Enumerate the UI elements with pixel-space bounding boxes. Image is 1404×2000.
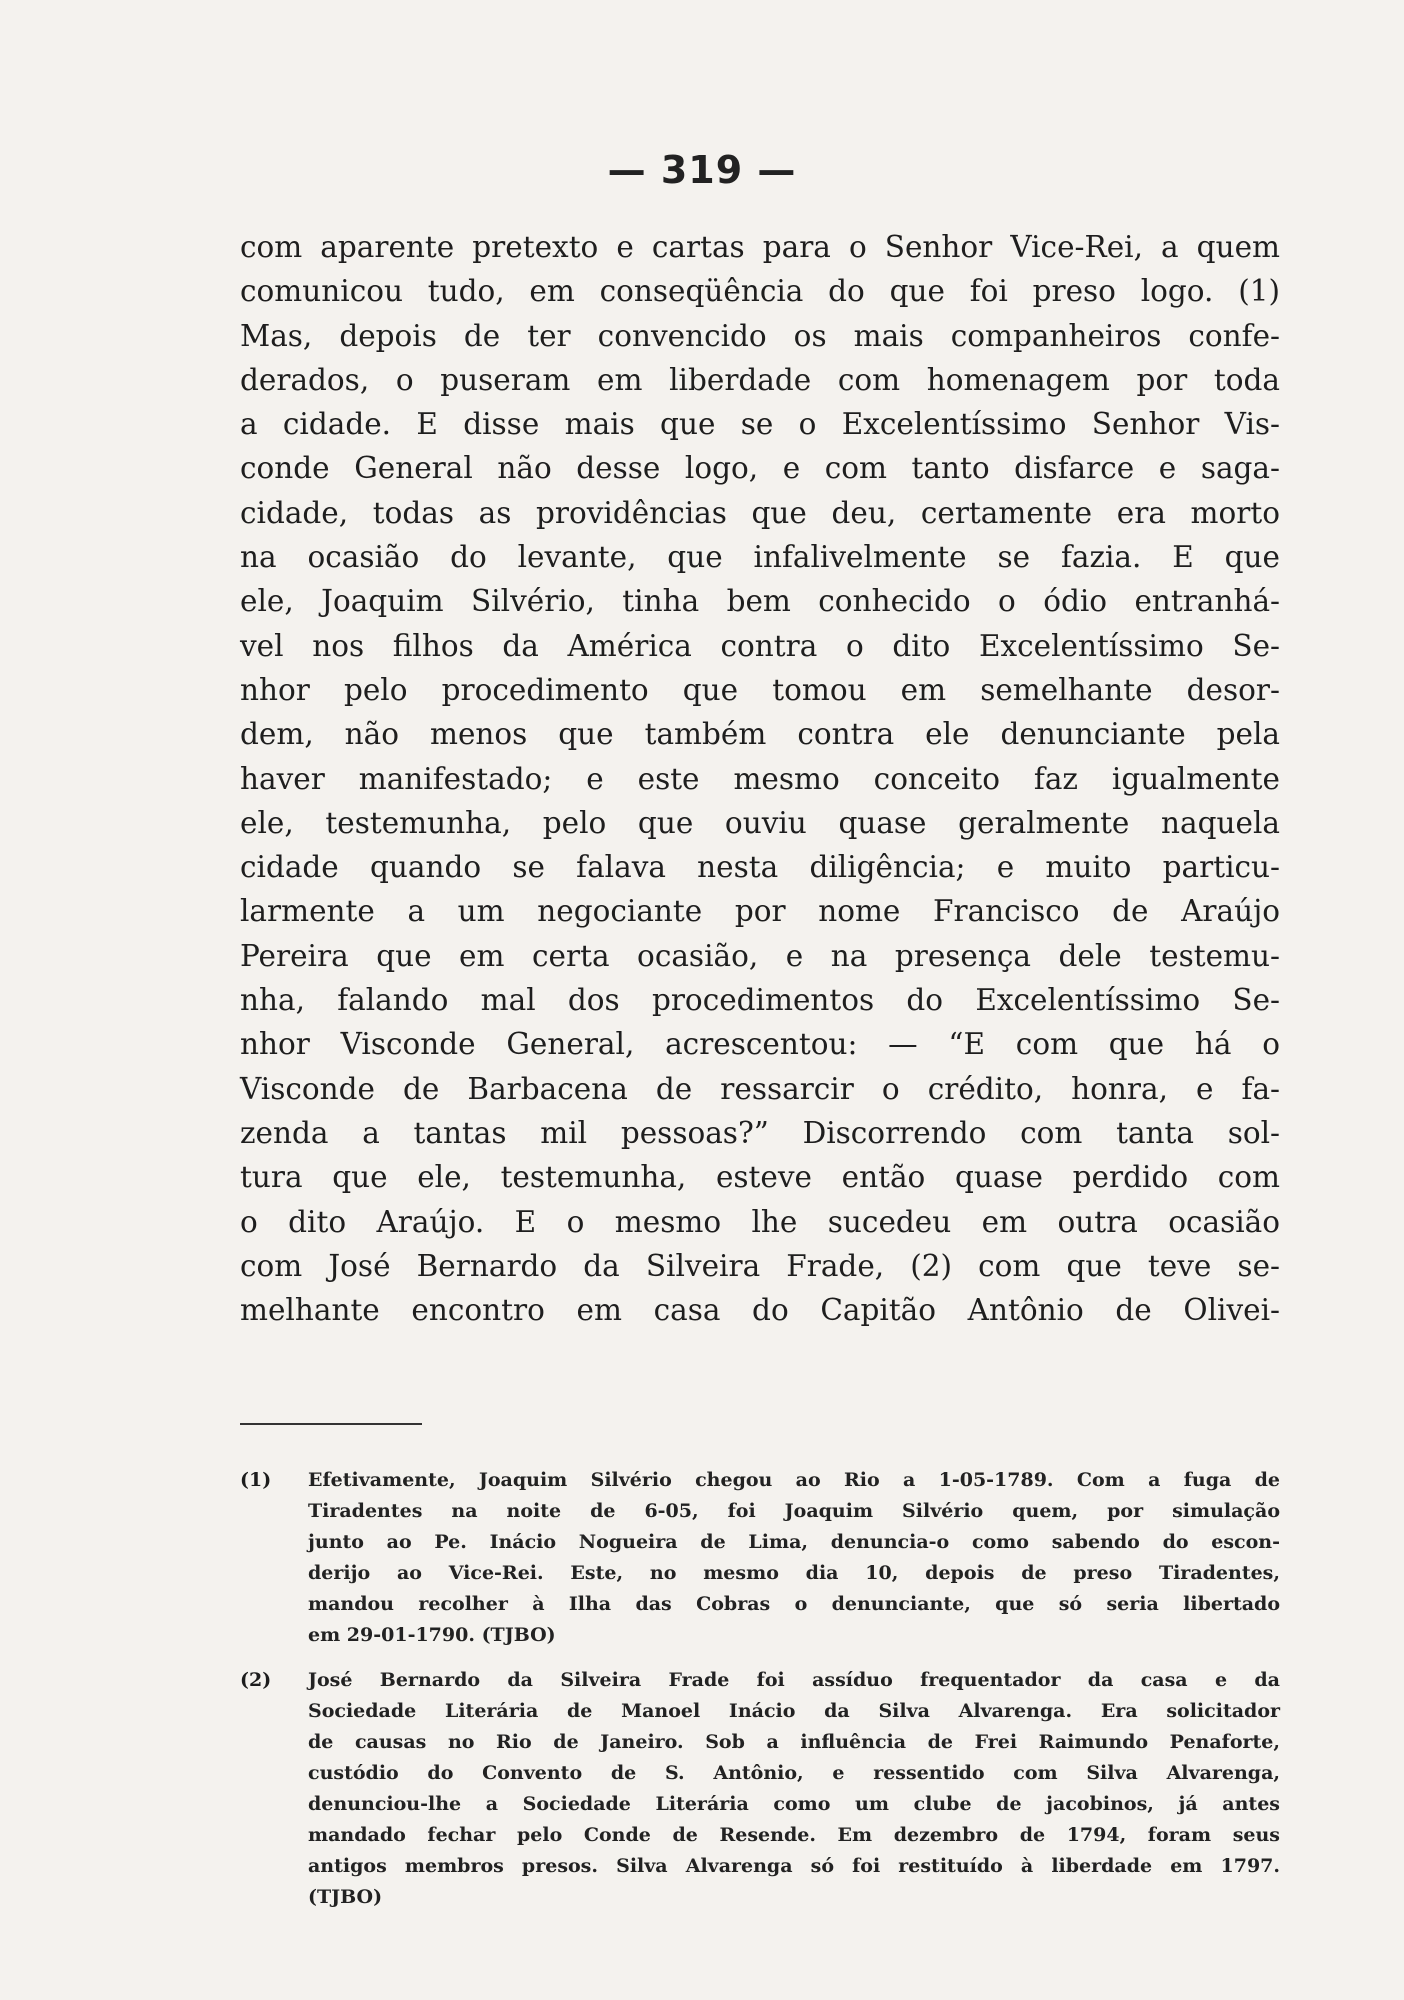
body-line: derados, o puseram em liberdade com homenagem por toda: [240, 362, 1280, 397]
body-line: conde General não desse logo, e com tanto disfarce e saga-: [240, 451, 1280, 486]
body-line: com José Bernardo da Silveira Frade, (2) com que teve se-: [240, 1248, 1280, 1283]
footnote-marker: (1): [240, 1469, 272, 1491]
footnote-line: antigos membros presos. Silva Alvarenga só foi restituído à liberdade em 1797.: [308, 1855, 1280, 1877]
footnote-line: Efetivamente, Joaquim Silvério chegou ao Rio a 1-05-1789. Com a fuga de: [308, 1469, 1280, 1491]
footnote-line: mandado fechar pelo Conde de Resende. Em dezembro de 1794, foram seus: [308, 1824, 1280, 1846]
footnote-line: mandou recolher à Ilha das Cobras o denunciante, que só seria libertado: [308, 1593, 1280, 1615]
body-line: larmente a um negociante por nome Francisco de Araújo: [240, 894, 1280, 929]
footnote-line: Tiradentes na noite de 6-05, foi Joaquim Silvério quem, por simulação: [308, 1500, 1280, 1522]
page-number: — 319 —: [607, 148, 797, 192]
body-line: Visconde de Barbacena de ressarcir o crédito, honra, e fa-: [240, 1071, 1280, 1106]
footnote-line: custódio do Convento de S. Antônio, e ressentido com Silva Alvarenga,: [308, 1762, 1280, 1784]
body-line: comunicou tudo, em conseqüência do que foi preso logo. (1): [240, 274, 1280, 309]
body-line: tura que ele, testemunha, esteve então quase perdido com: [240, 1160, 1280, 1195]
body-line: na ocasião do levante, que infalivelmente se fazia. E que: [240, 540, 1280, 575]
body-line: Pereira que em certa ocasião, e na presença dele testemu-: [240, 938, 1280, 973]
body-line: zenda a tantas mil pessoas?” Discorrendo com tanta sol-: [240, 1115, 1280, 1150]
body-line: cidade, todas as providências que deu, certamente era morto: [240, 495, 1280, 530]
body-line: melhante encontro em casa do Capitão Antônio de Olivei-: [240, 1293, 1280, 1328]
footnote-marker: (2): [240, 1669, 272, 1691]
footnotes: [240, 1465, 1280, 1927]
body-text: [240, 225, 1280, 1332]
footnote-line: Sociedade Literária de Manoel Inácio da Silva Alvarenga. Era solicitador: [308, 1700, 1280, 1722]
body-line: ele, testemunha, pelo que ouviu quase geralmente naquela: [240, 805, 1280, 840]
footnote-line: (TJBO): [308, 1886, 383, 1908]
body-line: com aparente pretexto e cartas para o Senhor Vice-Rei, a quem: [240, 230, 1280, 264]
footnote-line: em 29-01-1790. (TJBO): [308, 1624, 556, 1646]
footnote-line: junto ao Pe. Inácio Nogueira de Lima, denuncia-o como sabendo do escon-: [308, 1531, 1280, 1553]
body-line: haver manifestado; e este mesmo conceito faz igualmente: [240, 761, 1280, 796]
body-line: cidade quando se falava nesta diligência; e muito particu-: [240, 850, 1280, 885]
footnote-line: derijo ao Vice-Rei. Este, no mesmo dia 10, depois de preso Tiradentes,: [308, 1562, 1280, 1584]
body-line: ele, Joaquim Silvério, tinha bem conhecido o ódio entranhá-: [240, 584, 1280, 619]
footnote-line: José Bernardo da Silveira Frade foi assíduo frequentador da casa e da: [308, 1669, 1280, 1691]
body-line: Mas, depois de ter convencido os mais companheiros confe-: [240, 318, 1280, 353]
body-line: dem, não menos que também contra ele denunciante pela: [240, 717, 1280, 752]
body-line: nhor Visconde General, acrescentou: — “E com que há o: [240, 1027, 1280, 1062]
footnote-line: denunciou-lhe a Sociedade Literária como um clube de jacobinos, já antes: [308, 1793, 1280, 1815]
body-line: a cidade. E disse mais que se o Excelentíssimo Senhor Vis-: [240, 407, 1280, 442]
footnote-2: [240, 1665, 1280, 1913]
body-line: o dito Araújo. E o mesmo lhe sucedeu em outra ocasião: [240, 1204, 1280, 1239]
body-line: nha, falando mal dos procedimentos do Excelentíssimo Se-: [240, 983, 1280, 1018]
body-line: vel nos filhos da América contra o dito Excelentíssimo Se-: [240, 628, 1280, 663]
footnote-separator: [240, 1423, 422, 1425]
body-line: nhor pelo procedimento que tomou em semelhante desor-: [240, 672, 1280, 707]
footnote-line: de causas no Rio de Janeiro. Sob a influência de Frei Raimundo Penaforte,: [308, 1731, 1280, 1753]
footnote-1: [240, 1465, 1280, 1651]
